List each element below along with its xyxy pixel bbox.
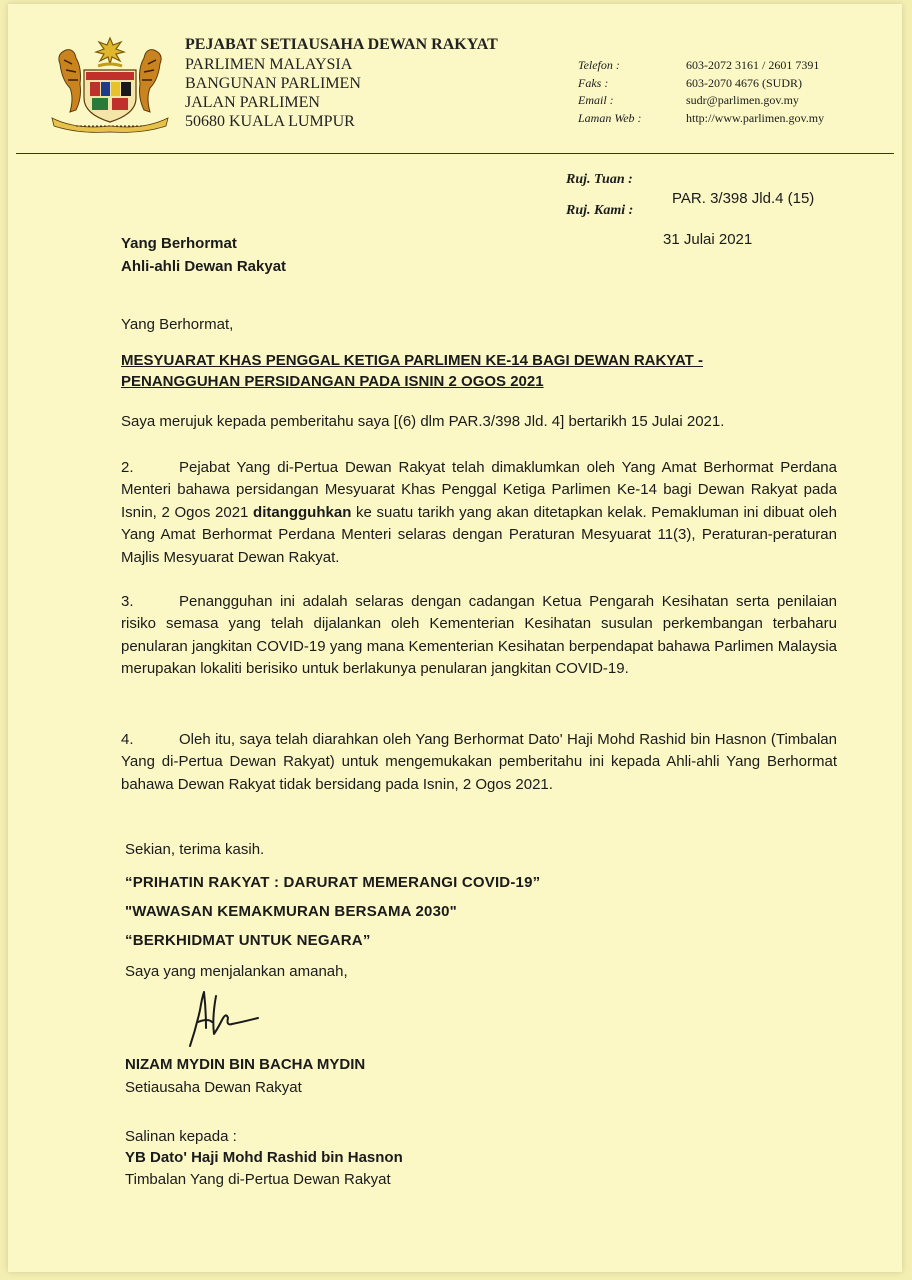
salutation: Yang Berhormat, — [121, 316, 234, 333]
paragraph-number: 3. — [121, 593, 134, 610]
paragraph-text: Oleh itu, saya telah diarahkan oleh Yang Berhormat Dato' Haji Mohd Rashid bin Hasnon (Timbalan Yang di-Pertua Dewan Rakyat) untuk mengemukakan pemberitahu ini kepada Ahli-ahli Yang Berhormat bahawa Dewan Rakyat tidak bersidang pada Isnin, 2 Ogos 2021. — [121, 731, 837, 793]
ruj-kami-label: Ruj. Kami : — [566, 203, 634, 218]
paragraph-text: Penangguhan ini adalah selaras dengan cadangan Ketua Pengarah Kesihatan serta penilaian risiko semasa yang telah dijalankan oleh Kementerian Kesihatan susulan perkembangan terbaharu penularan jangkitan COVID-19 yang mana Kementerian Kesihatan berpendapat bahawa Parlimen Malaysia merupakan lokaliti berisiko untuk berlakunya penularan jangkitan COVID-19. — [121, 593, 837, 678]
header-divider — [16, 153, 894, 154]
motto-line: “PRIHATIN RAKYAT : DARURAT MEMERANGI COVID-19” — [125, 874, 541, 891]
recipient-line: Ahli-ahli Dewan Rakyat — [121, 258, 287, 275]
cc-name: YB Dato' Haji Mohd Rashid bin Hasnon — [125, 1149, 403, 1166]
intro-paragraph: Saya merujuk kepada pemberitahu saya [(6) dlm PAR.3/398 Jld. 4] bertarikh 15 Julai 2021. — [121, 413, 725, 430]
recipient-line: Yang Berhormat — [121, 235, 237, 252]
paragraph-text: ke suatu tarikh yang akan ditetapkan kelak. Pemakluman ini dibuat oleh Yang Amat Berhormat Perdana Menteri selaras dengan Peraturan Mesyuarat 11(3), Peraturan-peraturan Majlis Mesyuarat Dewan Rakyat. — [121, 503, 837, 566]
paragraph-text: Pejabat Yang di-Pertua Dewan Rakyat telah dimaklumkan oleh Yang Amat Berhormat Perdana Menteri bahawa persidangan Mesyuarat Khas Penggal Ketiga Parlimen Ke-14 bagi Dewan Rakyat pada Isnin, 2 Ogos 2021 — [121, 459, 837, 521]
handwritten-signature-icon — [176, 988, 276, 1050]
closing-line: Sekian, terima kasih. — [125, 841, 265, 858]
signatory-name: NIZAM MYDIN BIN BACHA MYDIN — [125, 1056, 366, 1073]
contact-label: Laman Web : — [578, 110, 642, 125]
website-link[interactable]: http://www.parlimen.gov.my — [686, 110, 825, 125]
emphasis-text: ditangguhkan — [253, 503, 352, 521]
contact-value: 603-2072 3161 / 2601 7391 — [686, 58, 820, 72]
paragraph-number: 2. — [121, 459, 134, 476]
trust-line: Saya yang menjalankan amanah, — [125, 963, 348, 980]
address-line: JALAN PARLIMEN — [185, 94, 320, 111]
paragraph-3 — [121, 591, 837, 681]
letter-date: 31 Julai 2021 — [663, 231, 753, 248]
office-name: PEJABAT SETIAUSAHA DEWAN RAKYAT — [185, 36, 498, 53]
address-line: 50680 KUALA LUMPUR — [185, 113, 355, 130]
cc-title: Timbalan Yang di-Pertua Dewan Rakyat — [125, 1171, 391, 1188]
address-line: PARLIMEN MALAYSIA — [185, 56, 353, 73]
motto-line: "WAWASAN KEMAKMURAN BERSAMA 2030" — [125, 903, 457, 920]
paragraph-number: 4. — [121, 731, 134, 748]
contact-value: 603-2070 4676 (SUDR) — [686, 75, 802, 90]
cc-label: Salinan kepada : — [125, 1128, 237, 1145]
contact-label: Email : — [578, 93, 614, 107]
signatory-title: Setiausaha Dewan Rakyat — [125, 1079, 302, 1096]
subject-line: PENANGGUHAN PERSIDANGAN PADA ISNIN 2 OGOS 2021 — [121, 373, 544, 390]
paragraph-4 — [121, 729, 837, 796]
ruj-kami-value: PAR. 3/398 Jld.4 (15) — [672, 190, 815, 207]
address-line: BANGUNAN PARLIMEN — [185, 75, 361, 92]
contact-label: Telefon : — [578, 58, 620, 72]
malaysia-coat-of-arms-icon — [46, 34, 174, 134]
contact-label: Faks : — [578, 75, 609, 90]
ruj-tuan-label: Ruj. Tuan : — [566, 172, 633, 187]
email-link[interactable]: sudr@parlimen.gov.my — [686, 93, 799, 107]
motto-line: “BERKHIDMAT UNTUK NEGARA” — [125, 932, 371, 949]
subject-line: MESYUARAT KHAS PENGGAL KETIGA PARLIMEN KE-14 BAGI DEWAN RAKYAT - — [121, 352, 703, 369]
paragraph-2 — [121, 457, 837, 569]
